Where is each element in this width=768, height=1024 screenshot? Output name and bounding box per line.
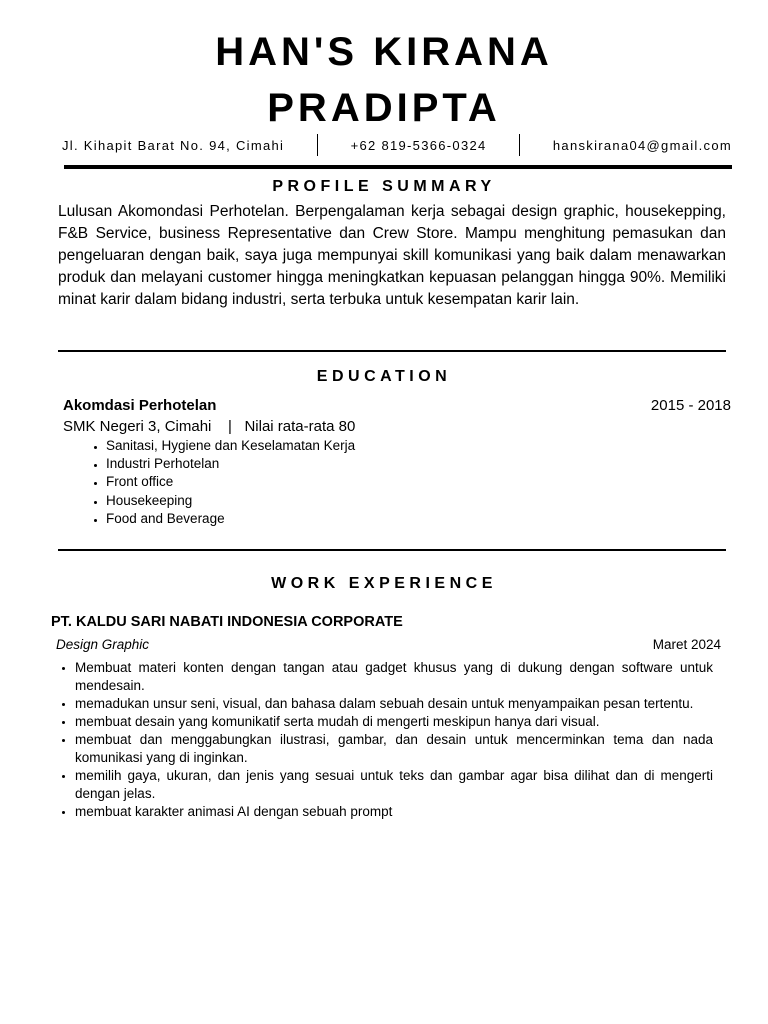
education-dates: 2015 - 2018 (650, 397, 731, 414)
education-program: Akomdasi Perhotelan (63, 397, 217, 414)
list-item: • memilih gaya, ukuran, dan jenis yang sesuai untuk teks dan gambar agar bisa dilihat dan di mengerti dengan jelas. (75, 767, 713, 803)
job-date: Maret 2024 (652, 637, 721, 652)
education-subject-list (88, 437, 355, 528)
name-line-1: HAN'S KIRANA (215, 30, 553, 74)
list-item: • memadukan unsur seni, visual, dan bahasa dalam sebuah desain untuk menyampaikan pesan tertentu. (75, 695, 713, 713)
list-item: • Front office (106, 473, 355, 491)
list-item: • membuat dan menggabungkan ilustrasi, gambar, dan desain untuk mencerminkan tema dan nada komunikasi yang di inginkan. (75, 731, 713, 767)
contact-separator (317, 134, 319, 156)
education-title: EDUCATION (316, 368, 452, 385)
company-name: PT. KALDU SARI NABATI INDONESIA CORPORATE (51, 614, 403, 630)
name-line-2: PRADIPTA (267, 86, 501, 130)
address-text: Jl. Kihapit Barat No. 94, Cimahi (62, 137, 285, 153)
email-text: hanskirana04@gmail.com (552, 137, 732, 153)
list-item: • membuat desain yang komunikatif serta mudah di mengerti meskipun hanya dari visual. (75, 713, 713, 731)
contact-bar (62, 134, 732, 156)
profile-summary-title: PROFILE SUMMARY (272, 178, 496, 195)
list-item: • Membuat materi konten dengan tangan atau gadget khusus yang di dukung dengan software untuk mendesain. (75, 659, 713, 695)
phone-text: +62 819-5366-0324 (350, 137, 487, 153)
list-item: • Industri Perhotelan (106, 455, 355, 473)
job-duties-list (57, 659, 713, 821)
section-divider (58, 350, 726, 352)
list-item: • Sanitasi, Hygiene dan Keselamatan Kerja (106, 437, 355, 455)
contact-separator (519, 134, 521, 156)
education-school: SMK Negeri 3, Cimahi | Nilai rata-rata 80 (63, 418, 356, 435)
list-item: • membuat karakter animasi AI dengan sebuah prompt (75, 803, 713, 821)
header-divider (64, 165, 732, 169)
profile-summary-text: Lulusan Akomondasi Perhotelan. Berpengalaman kerja sebagai design graphic, housekepping, F&B Service, business Representative dan Crew Store. Mampu menghitung pemasukan dan pengeluaran dengan baik, saya juga mempunyai skill komunikasi yang baik dalam menawarkan produk dan melayani customer hingga meningkatkan kepuasan pelanggan hingga 90%. Memiliki minat karir dalam bidang industri, serta terbuka untuk kesempatan karir lain. (58, 203, 726, 308)
list-item: • Housekeeping (106, 492, 355, 510)
section-divider (58, 549, 726, 551)
list-item: • Food and Beverage (106, 510, 355, 528)
work-experience-title: WORK EXPERIENCE (271, 575, 497, 592)
job-role: Design Graphic (56, 637, 150, 652)
